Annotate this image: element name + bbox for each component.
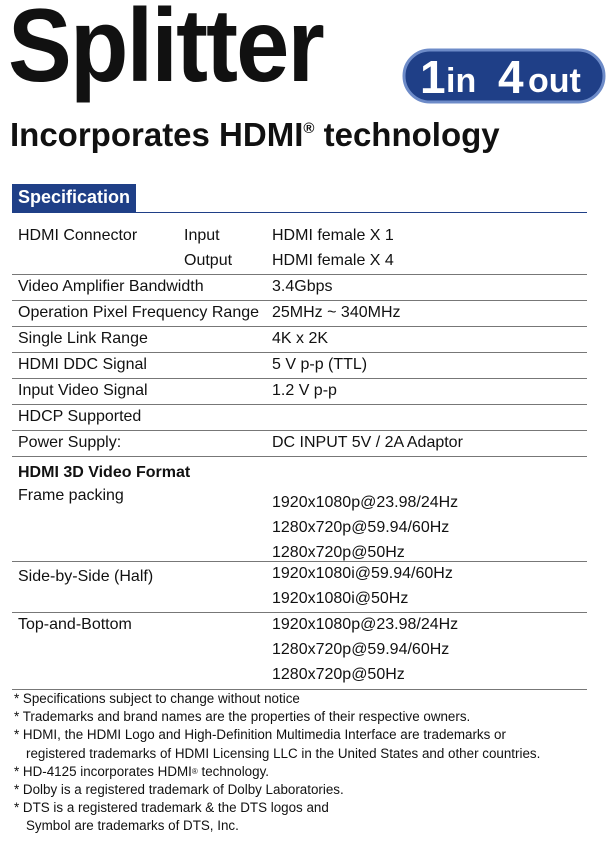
footnote: Symbol are trademarks of DTS, Inc.	[26, 818, 239, 834]
spec-value: 25MHz ~ 340MHz	[272, 304, 401, 321]
subtitle-post: technology	[314, 116, 500, 153]
spec-row	[12, 405, 587, 431]
spec-row-side-by-side	[12, 562, 587, 613]
spec-label: Operation Pixel Frequency Range	[18, 304, 260, 321]
spec-label: HDMI DDC Signal	[18, 356, 147, 373]
spec-label: HDCP Supported	[18, 408, 142, 425]
spec-label: Top-and-Bottom	[18, 616, 132, 633]
spec-value-input: HDMI female X 1	[272, 227, 394, 244]
footnote: * DTS is a registered trademark & the DTS logos and	[14, 800, 329, 816]
spec-row	[12, 379, 587, 405]
spec-value: 1280x720p@50Hz	[272, 544, 405, 561]
footnote	[14, 763, 604, 781]
spec-label: Frame packing	[18, 487, 124, 504]
section-heading-3d: HDMI 3D Video Format	[18, 464, 191, 481]
spec-value: 3.4Gbps	[272, 278, 333, 295]
spec-label: Single Link Range	[18, 330, 148, 347]
spec-value: 4K x 2K	[272, 330, 329, 347]
spec-value-output: HDMI female X 4	[272, 252, 394, 269]
subtitle-pre: Incorporates HDMI	[10, 116, 304, 153]
spec-value: 5 V p-p (TTL)	[272, 356, 368, 373]
spec-value: 1280x720p@59.94/60Hz	[272, 641, 450, 658]
registered-mark: ®	[191, 766, 198, 776]
spec-row	[12, 301, 587, 327]
footnote: * HDMI, the HDMI Logo and High-Definition Multimedia Interface are trademarks or	[14, 727, 506, 743]
spec-value: DC INPUT 5V / 2A Adaptor	[272, 434, 463, 451]
footnote: * Dolby is a registered trademark of Dolby Laboratories.	[14, 782, 344, 798]
footnote: * Trademarks and brand names are the properties of their respective owners.	[14, 709, 471, 725]
spec-label: Side-by-Side (Half)	[18, 568, 154, 585]
badge-num-1: 1	[420, 51, 446, 103]
spec-row-hdmi-connector	[12, 224, 587, 275]
spec-value: 1920x1080i@50Hz	[272, 590, 409, 607]
badge-num-4: 4	[498, 51, 524, 103]
spec-value: 1.2 V p-p	[272, 382, 337, 399]
footnotes	[14, 690, 604, 836]
spec-sublabel-input: Input	[184, 227, 220, 244]
footnote: registered trademarks of HDMI Licensing LLC in the United States and other countries.	[26, 745, 541, 761]
spec-row-top-bottom	[12, 613, 587, 690]
section-divider	[12, 212, 587, 213]
spec-sublabel-output: Output	[184, 252, 233, 269]
spec-label: Input Video Signal	[18, 382, 148, 399]
footnote: * Specifications subject to change without notice	[14, 691, 300, 706]
page-title: Splitter	[8, 0, 323, 104]
spec-value: 1280x720p@50Hz	[272, 666, 405, 683]
spec-label: Power Supply:	[18, 434, 122, 451]
spec-label: Video Amplifier Bandwidth	[18, 278, 204, 295]
spec-table	[12, 224, 587, 690]
footnote-pre: * HD-4125 incorporates HDMI	[14, 763, 192, 779]
specification-label: Specification	[12, 184, 136, 212]
registered-mark: ®	[303, 120, 315, 137]
badge-word-in: in	[446, 62, 477, 100]
spec-row	[12, 275, 587, 301]
spec-value: 1920x1080p@23.98/24Hz	[272, 494, 459, 511]
spec-row	[12, 353, 587, 379]
badge-word-out: out	[528, 62, 581, 100]
spec-row	[12, 431, 587, 457]
spec-row	[12, 327, 587, 353]
1in-4out-badge	[402, 46, 606, 106]
spec-value: 1920x1080p@23.98/24Hz	[272, 616, 459, 633]
subtitle	[10, 116, 500, 154]
spec-value: 1280x720p@59.94/60Hz	[272, 519, 450, 536]
spec-label: HDMI Connector	[18, 227, 138, 244]
spec-row-frame-packing	[12, 457, 587, 562]
spec-value: 1920x1080i@59.94/60Hz	[272, 565, 453, 582]
footnote-post: technology.	[197, 763, 269, 779]
